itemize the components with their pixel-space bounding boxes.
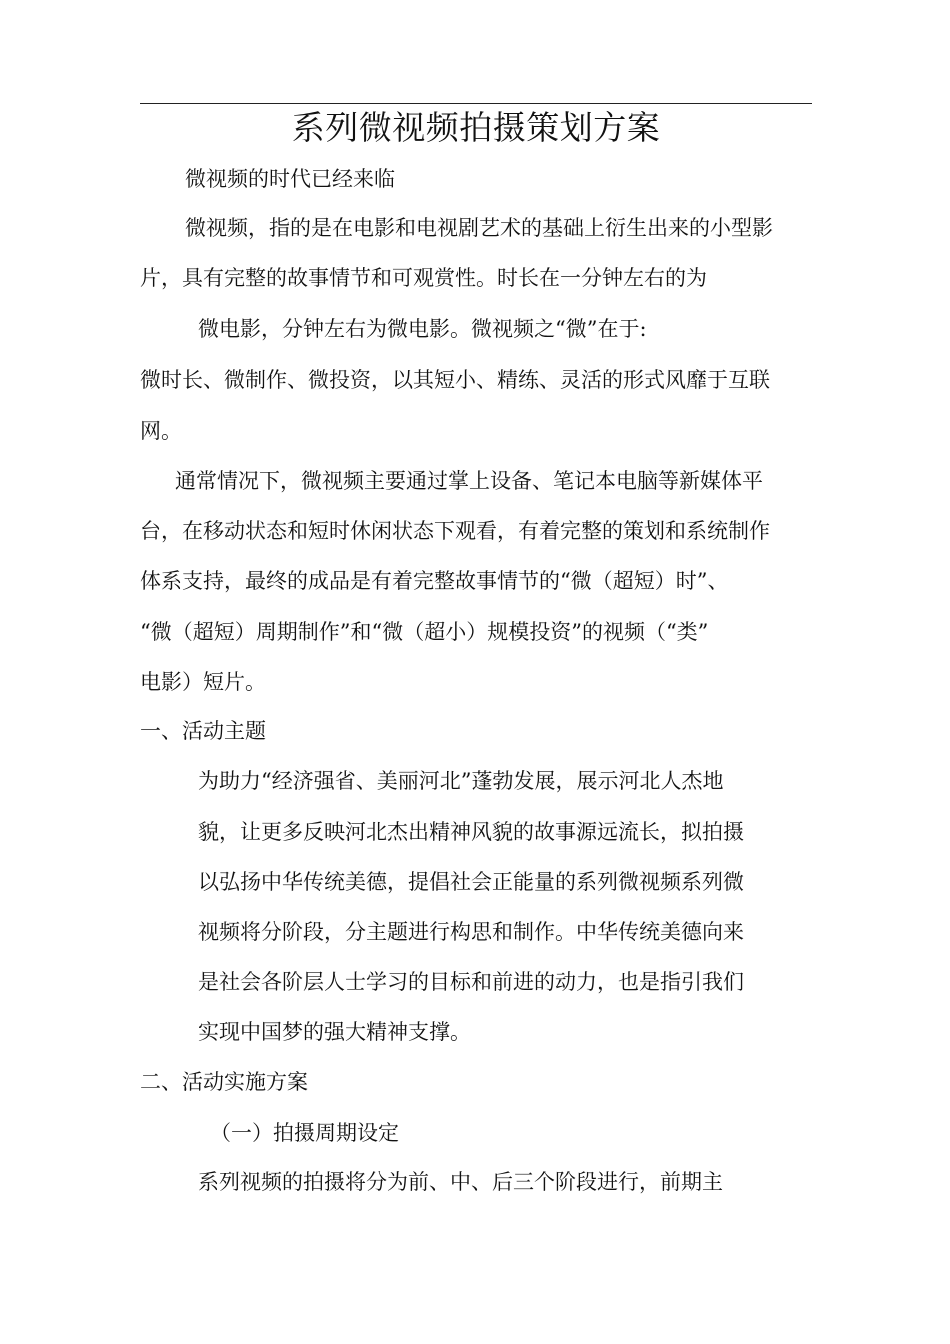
paragraph-line: 片，具有完整的故事情节和可观赏性。时长在一分钟左右的为 — [140, 266, 707, 290]
document-title: 系列微视频拍摄策划方案 — [291, 108, 661, 147]
paragraph-line: 实现中国梦的强大精神支撑。 — [198, 1020, 471, 1044]
paragraph-line: 台，在移动状态和短时休闲状态下观看，有着完整的策划和系统制作 — [140, 519, 770, 543]
intro-heading: 微视频的时代已经来临 — [185, 167, 395, 191]
paragraph-line: 网。 — [140, 419, 182, 443]
paragraph-line: 是社会各阶层人士学习的目标和前进的动力，也是指引我们 — [198, 970, 744, 994]
paragraph-line: 体系支持，最终的成品是有着完整故事情节的“微（超短）时”、 — [140, 569, 729, 593]
paragraph-line: 为助力“经济强省、美丽河北”蓬勃发展，展示河北人杰地 — [198, 769, 724, 793]
section-heading-2: 二、活动实施方案 — [140, 1070, 308, 1094]
section-heading-1: 一、活动主题 — [140, 719, 266, 743]
paragraph-line: 微时长、微制作、微投资，以其短小、精练、灵活的形式风靡于互联 — [140, 368, 770, 392]
paragraph-line: 视频将分阶段，分主题进行构思和制作。中华传统美德向来 — [198, 920, 744, 944]
paragraph-line: 系列视频的拍摄将分为前、中、后三个阶段进行，前期主 — [198, 1170, 723, 1194]
paragraph-line: 微视频，指的是在电影和电视剧艺术的基础上衍生出来的小型影 — [185, 216, 773, 240]
paragraph-line: 微电影，分钟左右为微电影。微视频之“微”在于: — [198, 317, 647, 341]
paragraph-line: 以弘扬中华传统美德，提倡社会正能量的系列微视频系列微 — [198, 870, 744, 894]
paragraph-line: 通常情况下，微视频主要通过掌上设备、笔记本电脑等新媒体平 — [175, 469, 763, 493]
paragraph-line: “微（超短）周期制作”和“微（超小）规模投资”的视频（“类” — [140, 620, 709, 644]
header-rule — [140, 103, 812, 104]
paragraph-line: 电影）短片。 — [140, 670, 266, 694]
paragraph-line: 貌，让更多反映河北杰出精神风貌的故事源远流长，拟拍摄 — [198, 820, 744, 844]
subsection-heading: （一）拍摄周期设定 — [210, 1121, 399, 1145]
